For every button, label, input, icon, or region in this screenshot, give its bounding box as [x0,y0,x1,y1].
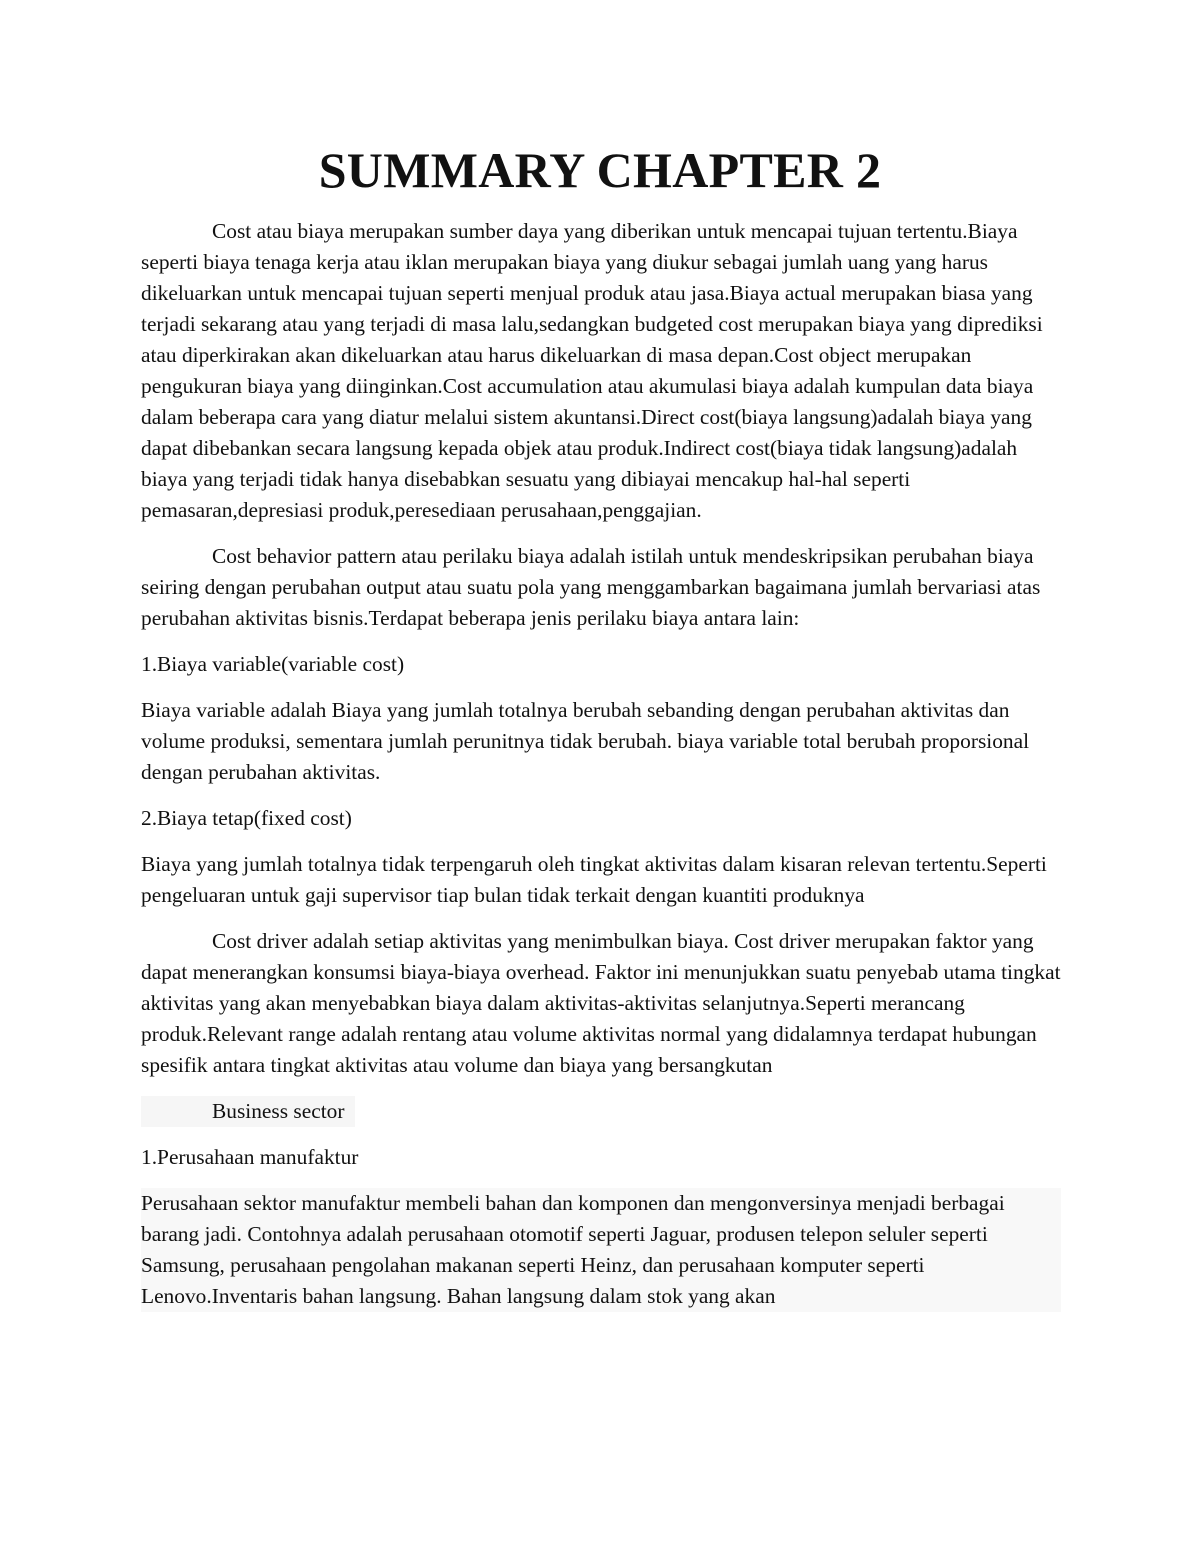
heading-business-sector: Business sector [141,1096,355,1127]
paragraph-cost-definition: Cost atau biaya merupakan sumber daya yang diberikan untuk mencapai tujuan tertentu.Biaya seperti biaya tenaga kerja atau iklan merupakan biaya yang diukur sebagai jumlah uang yang harus dikeluarkan untuk mencapai tujuan seperti menjual produk atau jasa.Biaya actual merupakan biasa yang terjadi sekarang atau yang terjadi di masa lalu,sedangkan budgeted cost merupakan biaya yang diprediksi atau diperkirakan akan dikeluarkan atau harus dikeluarkan di masa depan.Cost object merupakan pengukuran biaya yang diinginkan.Cost accumulation atau akumulasi biaya adalah kumpulan data biaya dalam beberapa cara yang diatur melalui sistem akuntansi.Direct cost(biaya langsung)adalah biaya yang dapat dibebankan secara langsung kepada objek atau produk.Indirect cost(biaya tidak langsung)adalah biaya yang terjadi tidak hanya disebabkan sesuatu yang dibiayai mencakup hal-hal seperti pemasaran,depresiasi produk,peresediaan perusahaan,penggajian. [141,219,1043,522]
document-body [141,216,1061,1327]
paragraph-variable-cost: Biaya variable adalah Biaya yang jumlah totalnya berubah sebanding dengan perubahan aktivitas dan volume produksi, sementara jumlah perunitnya tidak berubah. biaya variable total berubah proporsional dengan perubahan aktivitas. [141,698,1030,784]
heading-business-sector-wrap [141,1096,1061,1127]
heading-fixed-cost: 2.Biaya tetap(fixed cost) [141,806,352,830]
paragraph-fixed-cost: Biaya yang jumlah totalnya tidak terpengaruh oleh tingkat aktivitas dalam kisaran relevan tertentu.Seperti pengeluaran untuk gaji supervisor tiap bulan tidak terkait dengan kuantiti produknya [141,852,1047,907]
heading-variable-cost: 1.Biaya variable(variable cost) [141,652,405,676]
paragraph-cost-driver: Cost driver adalah setiap aktivitas yang menimbulkan biaya. Cost driver merupakan faktor yang dapat menerangkan konsumsi biaya-biaya overhead. Faktor ini menunjukkan suatu penyebab utama tingkat aktivitas yang akan menyebabkan biaya dalam aktivitas-aktivitas selanjutnya.Seperti merancang produk.Relevant range adalah rentang atau volume aktivitas normal yang didalamnya terdapat hubungan spesifik antara tingkat aktivitas atau volume dan biaya yang bersangkutan [141,929,1061,1077]
heading-manufacturing: 1.Perusahaan manufaktur [141,1145,359,1169]
paragraph-cost-behavior: Cost behavior pattern atau perilaku biaya adalah istilah untuk mendeskripsikan perubahan biaya seiring dengan perubahan output atau suatu pola yang menggambarkan bagaimana jumlah bervariasi atas perubahan aktivitas bisnis.Terdapat beberapa jenis perilaku biaya antara lain: [141,544,1041,630]
page-title: SUMMARY CHAPTER 2 [318,142,882,198]
paragraph-manufacturing: Perusahaan sektor manufaktur membeli bahan dan komponen dan mengonversinya menjadi berbagai barang jadi. Contohnya adalah perusahaan otomotif seperti Jaguar, produsen telepon seluler seperti Samsung, perusahaan pengolahan makanan seperti Heinz, dan perusahaan komputer seperti Lenovo.Inventaris bahan langsung. Bahan langsung dalam stok yang akan [141,1188,1061,1312]
